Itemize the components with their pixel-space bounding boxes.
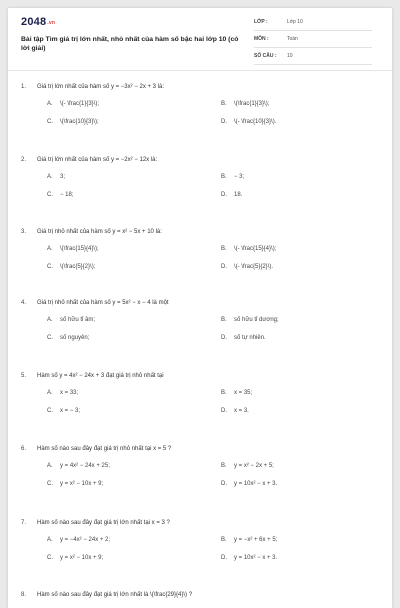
option-b[interactable]	[221, 390, 392, 396]
option-text: y = 4x² − 24x + 25;	[60, 463, 110, 469]
question-text: Giá trị nhỏ nhất của hàm số y = 5x² − x − 4 là một	[37, 300, 169, 306]
answer-options	[47, 390, 381, 414]
option-text: số nguyên;	[60, 335, 90, 341]
worksheet-header	[8, 8, 392, 71]
option-text: \(\frac{5}{2}\);	[60, 264, 96, 270]
option-letter: A.	[47, 317, 53, 323]
option-d[interactable]	[221, 408, 392, 414]
option-letter: C.	[47, 192, 53, 198]
question-number: 5.	[21, 373, 27, 379]
answer-options	[47, 174, 381, 198]
option-c[interactable]	[47, 335, 221, 341]
question-4	[21, 298, 381, 341]
option-text: \(- \frac{10}{3}\).	[234, 119, 277, 125]
brand-suffix: .vn	[47, 20, 56, 26]
option-text: y = x² − 10x + 9;	[60, 555, 104, 561]
option-letter: B.	[221, 390, 227, 396]
option-letter: B.	[221, 101, 227, 107]
option-text: − 18;	[60, 192, 74, 198]
option-a[interactable]	[47, 463, 221, 469]
option-letter: C.	[47, 481, 53, 487]
option-d[interactable]	[221, 192, 392, 198]
question-stem	[21, 298, 381, 308]
question-number: 6.	[21, 446, 27, 452]
option-c[interactable]	[47, 408, 221, 414]
worksheet-title: Bài tập Tìm giá trị lớn nhất, nhỏ nhất của hàm số bậc hai lớp 10 (có lời giải)	[21, 36, 239, 52]
option-text: x = 33;	[60, 390, 79, 396]
question-text: Giá trị lớn nhất của hàm số y = −2x² − 12x là:	[37, 157, 158, 163]
worksheet-meta	[254, 14, 372, 65]
option-b[interactable]	[221, 537, 392, 543]
option-text: \(\frac{10}{3}\);	[60, 119, 99, 125]
option-b[interactable]	[221, 246, 392, 252]
option-letter: A.	[47, 101, 53, 107]
option-letter: D.	[221, 119, 227, 125]
option-letter: C.	[47, 335, 53, 341]
option-text: số hữu tỉ âm;	[60, 317, 96, 323]
meta-value: Toán	[287, 36, 298, 42]
option-text: y = 10x² − x + 3.	[234, 555, 278, 561]
question-number: 4.	[21, 300, 27, 306]
option-text: x = 3.	[234, 408, 249, 414]
site-logo[interactable]	[21, 16, 55, 28]
brand-name: 2048	[21, 16, 47, 28]
option-a[interactable]	[47, 390, 221, 396]
question-2	[21, 155, 381, 198]
option-letter: B.	[221, 317, 227, 323]
meta-label: LỚP :	[254, 19, 268, 25]
answer-options	[47, 463, 381, 487]
option-letter: C.	[47, 119, 53, 125]
option-d[interactable]	[221, 481, 392, 487]
question-number: 2.	[21, 157, 27, 163]
question-1	[21, 82, 381, 125]
option-letter: A.	[47, 246, 53, 252]
question-stem	[21, 590, 381, 600]
option-text: y = −4x² − 24x + 2;	[60, 537, 111, 543]
question-text: Hàm số nào sau đây đạt giá trị lớn nhất tại x = 3 ?	[37, 520, 170, 526]
question-text: Hàm số nào sau đây đạt giá trị lớn nhất là \(\frac{29}{4}\) ?	[37, 592, 193, 598]
option-c[interactable]	[47, 555, 221, 561]
option-c[interactable]	[47, 192, 221, 198]
option-a[interactable]	[47, 537, 221, 543]
option-text: 3;	[60, 174, 66, 180]
option-d[interactable]	[221, 555, 392, 561]
answer-options	[47, 537, 381, 561]
question-text: Giá trị lớn nhất của hàm số y = −3x² − 2x + 3 là:	[37, 84, 164, 90]
option-letter: A.	[47, 463, 53, 469]
answer-options	[47, 101, 381, 125]
option-letter: A.	[47, 390, 53, 396]
option-text: số tự nhiên.	[234, 335, 266, 341]
option-letter: C.	[47, 408, 53, 414]
worksheet-page	[8, 8, 392, 608]
option-letter: C.	[47, 555, 53, 561]
option-text: x = 35;	[234, 390, 253, 396]
question-number: 1.	[21, 84, 27, 90]
option-letter: D.	[221, 408, 227, 414]
option-text: − 3;	[234, 174, 245, 180]
question-text: Hàm số nào sau đây đạt giá trị nhỏ nhất tại x = 5 ?	[37, 446, 172, 452]
question-3	[21, 227, 381, 270]
option-text: số hữu tỉ dương;	[234, 317, 279, 323]
option-text: y = −x² + 6x + 5;	[234, 537, 278, 543]
answer-options	[47, 317, 381, 341]
question-stem	[21, 227, 381, 237]
option-letter: C.	[47, 264, 53, 270]
question-stem	[21, 82, 381, 92]
question-number: 8.	[21, 592, 27, 598]
meta-label: SỐ CÂU :	[254, 53, 277, 59]
option-d[interactable]	[221, 264, 392, 270]
question-5	[21, 371, 381, 414]
option-b[interactable]	[221, 174, 392, 180]
option-letter: B.	[221, 463, 227, 469]
question-6	[21, 444, 381, 487]
question-text: Hàm số y = 4x² − 24x + 3 đạt giá trị nhỏ nhất tại	[37, 373, 164, 379]
option-letter: B.	[221, 174, 227, 180]
question-stem	[21, 518, 381, 528]
option-text: x = − 3;	[60, 408, 81, 414]
meta-row-subject	[254, 31, 372, 48]
question-7	[21, 518, 381, 561]
option-text: \(- \frac{5}{2}\).	[234, 264, 274, 270]
option-text: y = 10x² − x + 3.	[234, 481, 278, 487]
option-a[interactable]	[47, 246, 221, 252]
question-8	[21, 590, 381, 600]
option-b[interactable]	[221, 463, 392, 469]
option-letter: D.	[221, 481, 227, 487]
option-letter: B.	[221, 246, 227, 252]
answer-options	[47, 246, 381, 270]
option-text: \(\frac{15}{4}\);	[60, 246, 99, 252]
option-letter: D.	[221, 555, 227, 561]
option-letter: D.	[221, 264, 227, 270]
meta-row-grade	[254, 14, 372, 31]
option-text: \(- \frac{15}{4}\);	[234, 246, 277, 252]
option-letter: B.	[221, 537, 227, 543]
option-a[interactable]	[47, 174, 221, 180]
option-letter: A.	[47, 537, 53, 543]
option-letter: D.	[221, 192, 227, 198]
option-d[interactable]	[221, 335, 392, 341]
option-d[interactable]	[221, 119, 392, 125]
option-text: y = x² − 10x + 9;	[60, 481, 104, 487]
meta-value: 10	[287, 53, 293, 59]
question-stem	[21, 444, 381, 454]
meta-row-question-count	[254, 48, 372, 65]
option-b[interactable]	[221, 317, 392, 323]
option-letter: A.	[47, 174, 53, 180]
option-c[interactable]	[47, 481, 221, 487]
option-text: \(\frac{1}{3}\);	[234, 101, 270, 107]
option-text: \(- \frac{1}{3}\);	[60, 101, 100, 107]
option-c[interactable]	[47, 264, 221, 270]
question-stem	[21, 371, 381, 381]
option-text: y = x² − 2x + 5;	[234, 463, 274, 469]
meta-label: MÔN :	[254, 36, 269, 42]
option-b[interactable]	[221, 101, 392, 107]
option-text: 18.	[234, 192, 243, 198]
question-number: 7.	[21, 520, 27, 526]
question-stem	[21, 155, 381, 165]
option-c[interactable]	[47, 119, 221, 125]
option-a[interactable]	[47, 317, 221, 323]
meta-value: Lớp 10	[287, 19, 303, 25]
option-letter: D.	[221, 335, 227, 341]
question-text: Giá trị nhỏ nhất của hàm số y = x² − 5x + 10 là:	[37, 229, 162, 235]
question-number: 3.	[21, 229, 27, 235]
option-a[interactable]	[47, 101, 221, 107]
